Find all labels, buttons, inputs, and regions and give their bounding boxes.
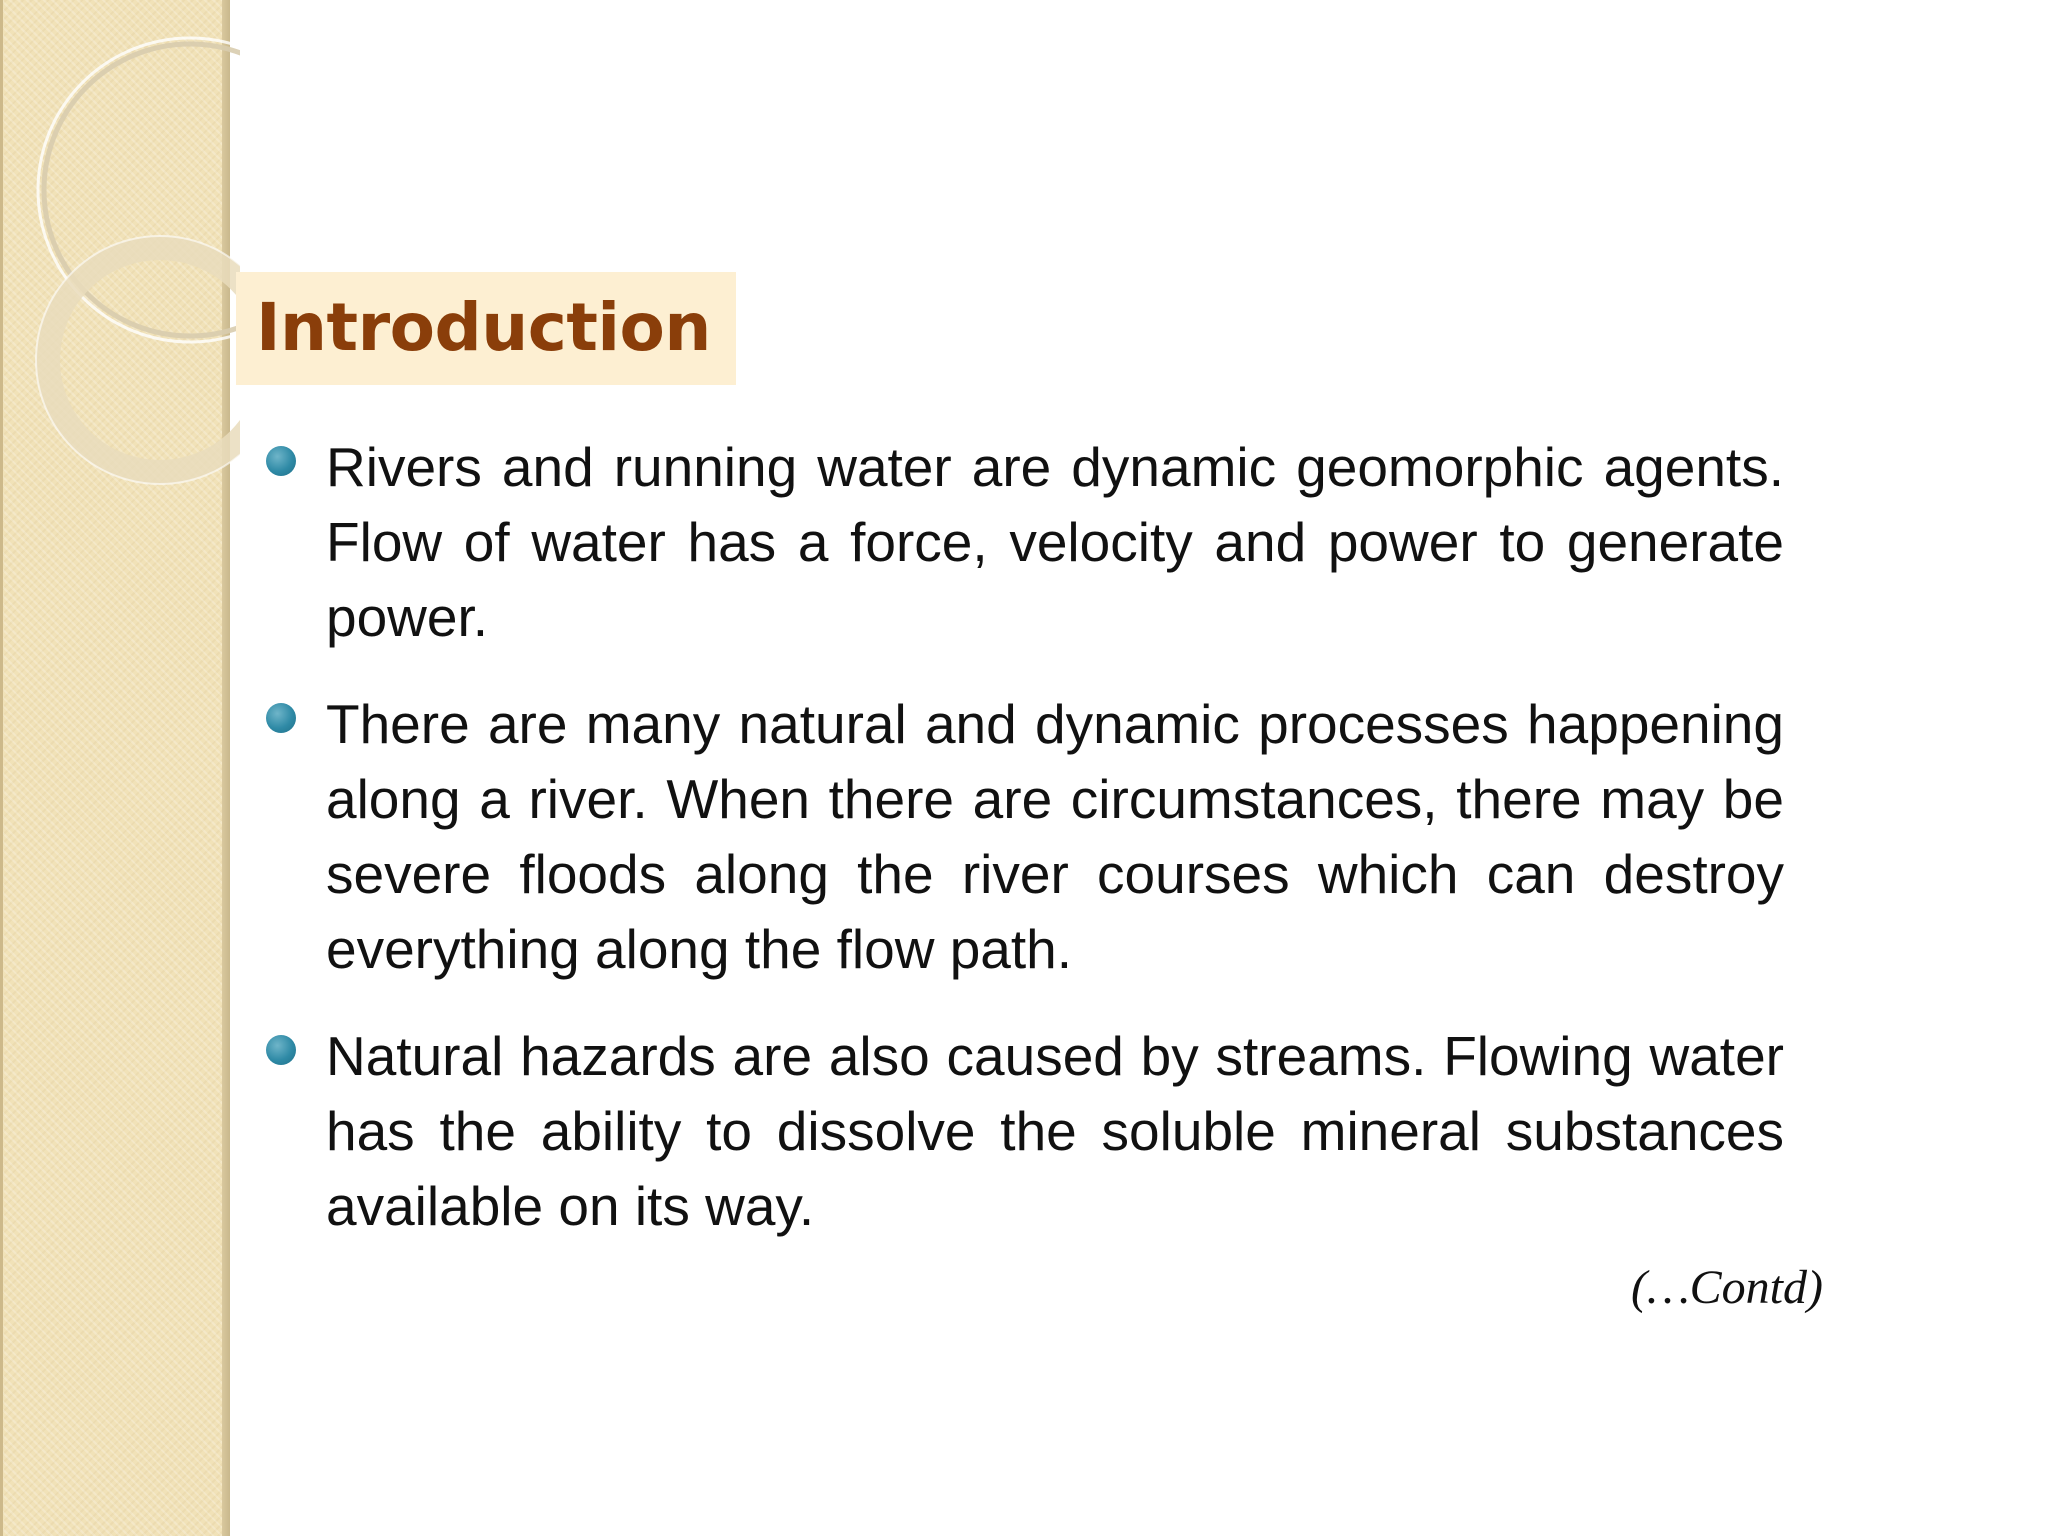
slide-title: Introduction bbox=[256, 289, 711, 366]
bullet-item bbox=[264, 1019, 1784, 1244]
bullet-dot-icon bbox=[266, 703, 296, 733]
continuation-note: (…Contd) bbox=[1631, 1261, 1823, 1314]
bullet-item bbox=[264, 687, 1784, 987]
bullet-dot-icon bbox=[266, 1035, 296, 1065]
bullet-text: There are many natural and dynamic processes happening along a river. When there are circumstances, there may be severe floods along the river courses which can destroy everything along the flow path. bbox=[326, 693, 1784, 980]
bullet-text: Rivers and running water are dynamic geomorphic agents. Flow of water has a force, velocity and power to generate power. bbox=[326, 436, 1784, 648]
bullet-dot-icon bbox=[266, 446, 296, 476]
bullet-item bbox=[264, 430, 1784, 655]
decorative-rings bbox=[0, 0, 240, 520]
bullet-list bbox=[264, 430, 1784, 1276]
bullet-text: Natural hazards are also caused by streams. Flowing water has the ability to dissolve the soluble mineral substances available on its way. bbox=[326, 1025, 1784, 1237]
